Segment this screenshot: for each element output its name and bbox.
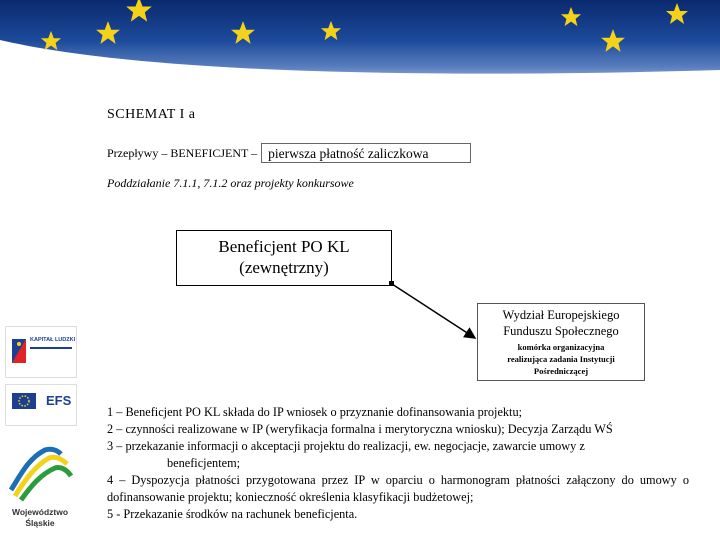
note-4: 4 – Dyspozycja płatności przygotowana przez IP w oparciu o harmonogram płatności załączony do umowy o dofinansowanie projektu; konieczność określenia klasyfikacji budżetowej;: [107, 473, 689, 504]
star-icon: [40, 30, 62, 52]
logo3-line2: Śląskie: [25, 518, 55, 528]
star-icon: [600, 28, 626, 54]
department-sub1: komórka organizacyjna: [517, 342, 605, 352]
kapital-ludzki-logo: [5, 326, 77, 378]
flow-value-box: pierwsza płatność zaliczkowa: [261, 143, 471, 163]
beneficiary-line1: Beneficjent PO KL: [218, 237, 350, 256]
department-node: [477, 303, 645, 381]
subtitle: Poddziałanie 7.1.1, 7.1.2 oraz projekty konkursowe: [107, 176, 354, 190]
note-1: 1 – Beneficjent PO KL składa do IP wniosek o przyznanie dofinansowania projektu;: [107, 405, 523, 419]
beneficiary-line2: (zewnętrzny): [239, 258, 329, 277]
department-sub2: realizująca zadania Instytucji: [507, 354, 615, 364]
note-2: 2 – czynności realizowane w IP (weryfikacja formalna i merytoryczna wniosku); Decyzja Zarządu WŚ: [107, 422, 613, 436]
logo2-text: EFS: [46, 393, 72, 408]
department-line1: Wydział Europejskiego: [502, 308, 620, 322]
logo3-line1: Województwo: [11, 507, 69, 517]
logos-column: [0, 322, 90, 540]
wojewodztwo-slaskie-logo: [5, 440, 75, 536]
department-sub3: Pośredniczącej: [533, 366, 589, 376]
note-3-cont: beneficjentem;: [167, 456, 241, 470]
department-line2: Funduszu Społecznego: [503, 324, 619, 338]
note-3: 3 – przekazanie informacji o akceptacji projektu do realizacji, ew. negocjacje, zawarcie umowy z: [107, 439, 585, 453]
schema-title: SCHEMAT I a: [107, 107, 196, 122]
efs-logo: [5, 384, 77, 426]
star-icon: [665, 2, 689, 26]
star-icon: [230, 20, 256, 46]
star-icon: [320, 20, 342, 42]
star-icon: [125, 0, 153, 24]
star-icon: [560, 6, 582, 28]
arrow-line: [392, 284, 475, 338]
beneficiary-node: [176, 230, 392, 286]
notes-list: [107, 404, 689, 523]
star-icon: [95, 20, 121, 46]
note-5: 5 - Przekazanie środków na rachunek beneficjenta.: [107, 507, 358, 521]
eu-banner: [0, 0, 720, 90]
logo1-text: KAPITAŁ LUDZKI: [30, 337, 76, 343]
flow-row: [107, 143, 471, 163]
flow-label: Przepływy – BENEFICJENT –: [107, 145, 258, 160]
